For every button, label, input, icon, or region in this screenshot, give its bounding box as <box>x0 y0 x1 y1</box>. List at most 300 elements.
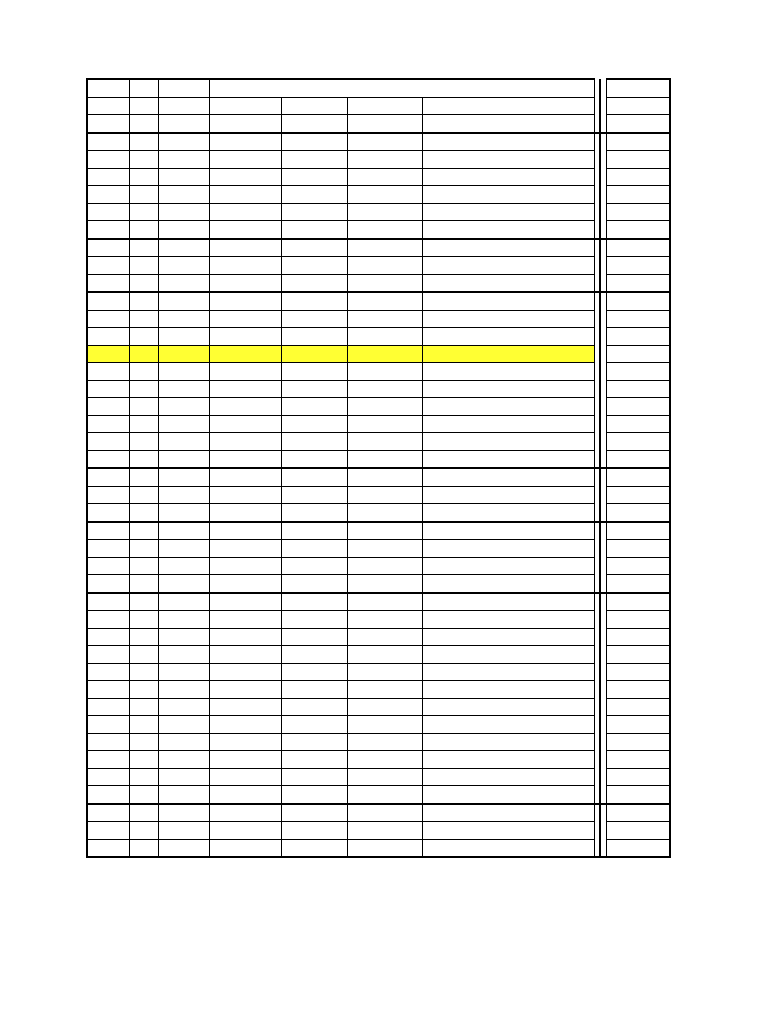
cell-remarks <box>422 433 594 451</box>
cell-well <box>606 345 670 363</box>
cell-well <box>606 681 670 699</box>
cell-remarks <box>422 839 594 857</box>
cell-no-of-vibro <box>347 733 422 751</box>
cell-well <box>606 716 670 734</box>
table-row <box>87 257 670 275</box>
cell-remarks <box>422 681 594 699</box>
cell-no <box>87 575 129 593</box>
cell-well <box>606 504 670 522</box>
cell-no-of-vibro <box>347 221 422 239</box>
cell-start <box>209 751 281 769</box>
cell-date <box>158 839 209 857</box>
cell-remarks <box>422 115 594 133</box>
cell-day <box>129 698 158 716</box>
cell-end <box>281 751 347 769</box>
cell-date <box>158 522 209 540</box>
cell-no <box>87 415 129 433</box>
cell-date <box>158 450 209 468</box>
cell-date <box>158 239 209 257</box>
cell-no <box>87 593 129 611</box>
cell-date <box>158 540 209 558</box>
cell-no <box>87 203 129 221</box>
cell-end <box>281 292 347 310</box>
cell-no <box>87 450 129 468</box>
cell-end <box>281 822 347 840</box>
cell-no <box>87 628 129 646</box>
cell-date <box>158 768 209 786</box>
table-row <box>87 611 670 629</box>
cell-remarks <box>422 328 594 346</box>
header-empty-cell <box>129 79 158 97</box>
cell-day <box>129 681 158 699</box>
cell-no <box>87 522 129 540</box>
cell-end <box>281 257 347 275</box>
cell-day <box>129 328 158 346</box>
cell-no-of-vibro <box>347 363 422 381</box>
header-empty-cell <box>606 79 670 97</box>
cell-no <box>87 239 129 257</box>
cell-no-of-vibro <box>347 751 422 769</box>
cell-end <box>281 398 347 416</box>
cell-day <box>129 292 158 310</box>
cell-no-of-vibro <box>347 786 422 804</box>
cell-date <box>158 380 209 398</box>
cell-well <box>606 839 670 857</box>
cell-well <box>606 557 670 575</box>
cell-date <box>158 611 209 629</box>
cell-no <box>87 133 129 151</box>
cell-day <box>129 839 158 857</box>
cell-start <box>209 804 281 822</box>
cell-start <box>209 716 281 734</box>
table-row <box>87 751 670 769</box>
cell-start <box>209 433 281 451</box>
cell-end <box>281 522 347 540</box>
cell-day <box>129 593 158 611</box>
cell-start <box>209 733 281 751</box>
table-row <box>87 822 670 840</box>
cell-day <box>129 415 158 433</box>
cell-well <box>606 611 670 629</box>
cell-end <box>281 681 347 699</box>
table-row <box>87 133 670 151</box>
cell-well <box>606 804 670 822</box>
table-row <box>87 504 670 522</box>
table-row <box>87 221 670 239</box>
cell-start <box>209 557 281 575</box>
table-row <box>87 804 670 822</box>
table-row <box>87 292 670 310</box>
cell-remarks <box>422 504 594 522</box>
cell-day <box>129 310 158 328</box>
cell-no-of-vibro <box>347 292 422 310</box>
cell-day <box>129 557 158 575</box>
cell-end <box>281 768 347 786</box>
cell-well <box>606 593 670 611</box>
cell-day <box>129 115 158 133</box>
cell-no-of-vibro <box>347 257 422 275</box>
cell-end <box>281 310 347 328</box>
cell-day <box>129 504 158 522</box>
cell-end <box>281 433 347 451</box>
table-row <box>87 415 670 433</box>
cell-date <box>158 345 209 363</box>
cell-date <box>158 133 209 151</box>
cell-remarks <box>422 716 594 734</box>
table-row <box>87 310 670 328</box>
cell-date <box>158 186 209 204</box>
cell-date <box>158 804 209 822</box>
cell-no <box>87 115 129 133</box>
cell-no-of-vibro <box>347 239 422 257</box>
cell-remarks <box>422 522 594 540</box>
cell-well <box>606 257 670 275</box>
cell-day <box>129 363 158 381</box>
table-row <box>87 345 670 363</box>
table-row <box>87 450 670 468</box>
cell-start <box>209 380 281 398</box>
cell-well <box>606 274 670 292</box>
table-row <box>87 363 670 381</box>
cell-end <box>281 698 347 716</box>
cell-day <box>129 786 158 804</box>
cell-no <box>87 698 129 716</box>
cell-date <box>158 292 209 310</box>
cell-end <box>281 186 347 204</box>
cell-date <box>158 681 209 699</box>
cell-end <box>281 575 347 593</box>
cell-no-of-vibro <box>347 839 422 857</box>
table-row <box>87 274 670 292</box>
cell-well <box>606 186 670 204</box>
cell-date <box>158 415 209 433</box>
cell-no-of-vibro <box>347 380 422 398</box>
cell-no <box>87 310 129 328</box>
cell-well <box>606 698 670 716</box>
cell-date <box>158 663 209 681</box>
cell-day <box>129 751 158 769</box>
header-no-of-vibro <box>347 97 422 115</box>
cell-date <box>158 646 209 664</box>
cell-remarks <box>422 186 594 204</box>
cell-remarks <box>422 486 594 504</box>
table-row <box>87 593 670 611</box>
cell-start <box>209 133 281 151</box>
cell-no-of-vibro <box>347 804 422 822</box>
cell-start <box>209 839 281 857</box>
cell-start <box>209 786 281 804</box>
cell-start <box>209 151 281 169</box>
cell-day <box>129 274 158 292</box>
cell-day <box>129 257 158 275</box>
cell-no-of-vibro <box>347 486 422 504</box>
cell-no-of-vibro <box>347 628 422 646</box>
cell-remarks <box>422 345 594 363</box>
cell-start <box>209 822 281 840</box>
cell-day <box>129 486 158 504</box>
cell-end <box>281 716 347 734</box>
cell-start <box>209 486 281 504</box>
cell-start <box>209 681 281 699</box>
cell-start <box>209 415 281 433</box>
cell-well <box>606 646 670 664</box>
cell-start <box>209 628 281 646</box>
cell-start <box>209 398 281 416</box>
cell-end <box>281 486 347 504</box>
cell-no <box>87 751 129 769</box>
cell-start <box>209 274 281 292</box>
cell-start <box>209 522 281 540</box>
header-day <box>129 97 158 115</box>
header-empty-cell <box>158 79 209 97</box>
cell-remarks <box>422 540 594 558</box>
header-group-title <box>209 79 594 97</box>
cell-end <box>281 786 347 804</box>
cell-no-of-vibro <box>347 274 422 292</box>
cell-well <box>606 221 670 239</box>
cell-remarks <box>422 292 594 310</box>
cell-no <box>87 433 129 451</box>
cell-end <box>281 328 347 346</box>
cell-end <box>281 646 347 664</box>
cell-date <box>158 221 209 239</box>
cell-day <box>129 168 158 186</box>
table-row <box>87 733 670 751</box>
cell-date <box>158 468 209 486</box>
header-empty-cell <box>87 79 129 97</box>
table-row <box>87 681 670 699</box>
cell-no-of-vibro <box>347 663 422 681</box>
cell-start <box>209 292 281 310</box>
table-row <box>87 768 670 786</box>
header-date <box>158 97 209 115</box>
cell-day <box>129 345 158 363</box>
cell-day <box>129 221 158 239</box>
cell-well <box>606 786 670 804</box>
cell-end <box>281 504 347 522</box>
cell-well <box>606 733 670 751</box>
cell-no <box>87 168 129 186</box>
cell-no <box>87 768 129 786</box>
cell-remarks <box>422 593 594 611</box>
cell-end <box>281 663 347 681</box>
cell-remarks <box>422 611 594 629</box>
cell-remarks <box>422 257 594 275</box>
cell-start <box>209 504 281 522</box>
cell-date <box>158 433 209 451</box>
cell-well <box>606 398 670 416</box>
cell-end <box>281 151 347 169</box>
cell-start <box>209 221 281 239</box>
cell-start <box>209 239 281 257</box>
table-row <box>87 839 670 857</box>
cell-date <box>158 257 209 275</box>
cell-end <box>281 593 347 611</box>
schedule-table <box>86 78 671 858</box>
cell-no-of-vibro <box>347 168 422 186</box>
cell-no <box>87 328 129 346</box>
cell-no-of-vibro <box>347 115 422 133</box>
cell-date <box>158 822 209 840</box>
cell-remarks <box>422 274 594 292</box>
table-row <box>87 522 670 540</box>
cell-remarks <box>422 310 594 328</box>
table-row <box>87 663 670 681</box>
cell-no <box>87 557 129 575</box>
cell-date <box>158 115 209 133</box>
cell-start <box>209 450 281 468</box>
cell-end <box>281 628 347 646</box>
cell-day <box>129 468 158 486</box>
cell-date <box>158 486 209 504</box>
cell-start <box>209 646 281 664</box>
cell-day <box>129 611 158 629</box>
cell-no-of-vibro <box>347 681 422 699</box>
cell-day <box>129 768 158 786</box>
cell-day <box>129 450 158 468</box>
cell-start <box>209 575 281 593</box>
cell-well <box>606 115 670 133</box>
table-row <box>87 557 670 575</box>
cell-start <box>209 663 281 681</box>
cell-well <box>606 292 670 310</box>
cell-no <box>87 663 129 681</box>
cell-end <box>281 239 347 257</box>
cell-well <box>606 522 670 540</box>
cell-no-of-vibro <box>347 345 422 363</box>
cell-remarks <box>422 239 594 257</box>
cell-day <box>129 716 158 734</box>
cell-well <box>606 751 670 769</box>
cell-remarks <box>422 133 594 151</box>
cell-no-of-vibro <box>347 557 422 575</box>
cell-end <box>281 363 347 381</box>
cell-start <box>209 363 281 381</box>
cell-day <box>129 398 158 416</box>
cell-no-of-vibro <box>347 186 422 204</box>
cell-remarks <box>422 380 594 398</box>
cell-day <box>129 575 158 593</box>
cell-end <box>281 450 347 468</box>
table-row <box>87 168 670 186</box>
cell-no-of-vibro <box>347 822 422 840</box>
cell-day <box>129 203 158 221</box>
table-row <box>87 468 670 486</box>
cell-date <box>158 751 209 769</box>
cell-no <box>87 839 129 857</box>
cell-no <box>87 540 129 558</box>
cell-end <box>281 203 347 221</box>
cell-date <box>158 274 209 292</box>
cell-end <box>281 168 347 186</box>
cell-remarks <box>422 646 594 664</box>
header-row-columns <box>87 97 670 115</box>
cell-day <box>129 663 158 681</box>
cell-no <box>87 292 129 310</box>
cell-remarks <box>422 203 594 221</box>
cell-remarks <box>422 468 594 486</box>
cell-end <box>281 611 347 629</box>
cell-start <box>209 310 281 328</box>
cell-no-of-vibro <box>347 310 422 328</box>
cell-end <box>281 133 347 151</box>
cell-no-of-vibro <box>347 716 422 734</box>
header-end <box>281 97 347 115</box>
cell-end <box>281 540 347 558</box>
table-row <box>87 786 670 804</box>
cell-well <box>606 328 670 346</box>
cell-end <box>281 557 347 575</box>
cell-well <box>606 151 670 169</box>
cell-end <box>281 345 347 363</box>
cell-well <box>606 415 670 433</box>
cell-end <box>281 839 347 857</box>
cell-no-of-vibro <box>347 328 422 346</box>
cell-no <box>87 611 129 629</box>
cell-well <box>606 380 670 398</box>
cell-no <box>87 345 129 363</box>
cell-date <box>158 716 209 734</box>
cell-date <box>158 203 209 221</box>
cell-no-of-vibro <box>347 151 422 169</box>
cell-no <box>87 822 129 840</box>
cell-no <box>87 398 129 416</box>
cell-no-of-vibro <box>347 133 422 151</box>
cell-start <box>209 257 281 275</box>
cell-day <box>129 522 158 540</box>
cell-start <box>209 186 281 204</box>
cell-no-of-vibro <box>347 468 422 486</box>
cell-date <box>158 398 209 416</box>
cell-remarks <box>422 398 594 416</box>
cell-no <box>87 363 129 381</box>
header-row-group <box>87 79 670 97</box>
cell-end <box>281 115 347 133</box>
cell-remarks <box>422 628 594 646</box>
table-row <box>87 628 670 646</box>
cell-well <box>606 628 670 646</box>
cell-day <box>129 239 158 257</box>
cell-remarks <box>422 804 594 822</box>
cell-well <box>606 768 670 786</box>
cell-no-of-vibro <box>347 593 422 611</box>
cell-no-of-vibro <box>347 504 422 522</box>
cell-date <box>158 557 209 575</box>
cell-day <box>129 380 158 398</box>
cell-no <box>87 804 129 822</box>
cell-day <box>129 433 158 451</box>
cell-remarks <box>422 822 594 840</box>
table-row <box>87 646 670 664</box>
cell-day <box>129 540 158 558</box>
table-row <box>87 151 670 169</box>
cell-remarks <box>422 733 594 751</box>
table-row <box>87 239 670 257</box>
cell-date <box>158 593 209 611</box>
cell-well <box>606 310 670 328</box>
cell-date <box>158 363 209 381</box>
cell-no <box>87 486 129 504</box>
cell-start <box>209 168 281 186</box>
cell-start <box>209 698 281 716</box>
cell-no-of-vibro <box>347 415 422 433</box>
table-row <box>87 398 670 416</box>
cell-date <box>158 733 209 751</box>
cell-well <box>606 203 670 221</box>
cell-well <box>606 540 670 558</box>
cell-day <box>129 186 158 204</box>
cell-well <box>606 663 670 681</box>
